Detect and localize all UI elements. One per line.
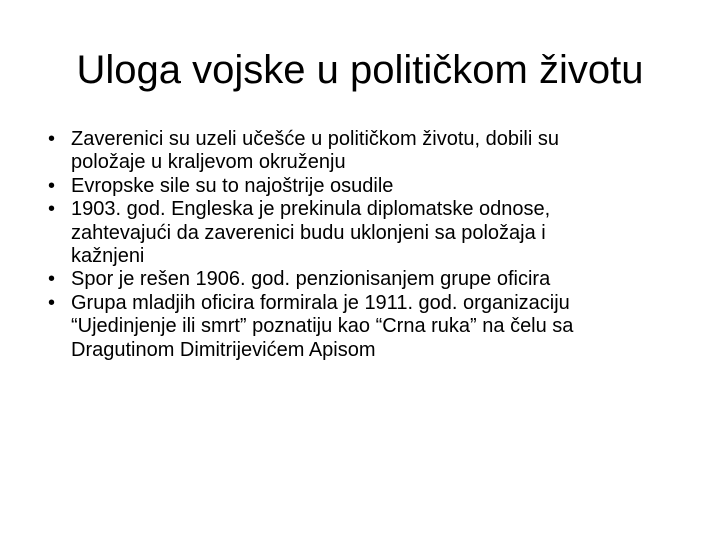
bullet-marker: • xyxy=(48,268,56,291)
bullet-item xyxy=(48,128,684,175)
bullet-line: kažnjeni xyxy=(71,245,145,268)
bullet-line: Spor je rešen 1906. god. penzionisanjem grupe oficira xyxy=(71,268,551,291)
bullet-marker: • xyxy=(48,174,56,197)
bullet-line: Grupa mladjih oficira formirala je 1911. god. organizaciju xyxy=(71,291,570,314)
bullet-line: Zaverenici su uzeli učešće u političkom životu, dobili su xyxy=(71,128,559,150)
bullet-marker: • xyxy=(48,198,56,221)
bullet-list xyxy=(48,128,684,362)
bullet-line: zahtevajući da zaverenici budu uklonjeni sa položaja i xyxy=(71,221,546,244)
bullet-item xyxy=(48,292,684,362)
slide-title: Uloga vojske u političkom životu xyxy=(76,48,644,92)
bullet-line: Evropske sile su to najoštrije osudile xyxy=(71,174,394,197)
bullet-item xyxy=(48,175,684,198)
bullet-line: Dragutinom Dimitrijevićem Apisom xyxy=(71,338,376,361)
bullet-marker: • xyxy=(48,128,56,150)
bullet-marker: • xyxy=(48,291,56,314)
bullet-line: položaje u kraljevom okruženju xyxy=(71,151,346,174)
bullet-item xyxy=(48,268,684,291)
bullet-line: “Ujedinjenje ili smrt” poznatiju kao “Crna ruka” na čelu sa xyxy=(71,315,574,338)
bullet-item xyxy=(48,198,684,268)
bullet-line: 1903. god. Engleska je prekinula diplomatske odnose, xyxy=(71,198,551,221)
